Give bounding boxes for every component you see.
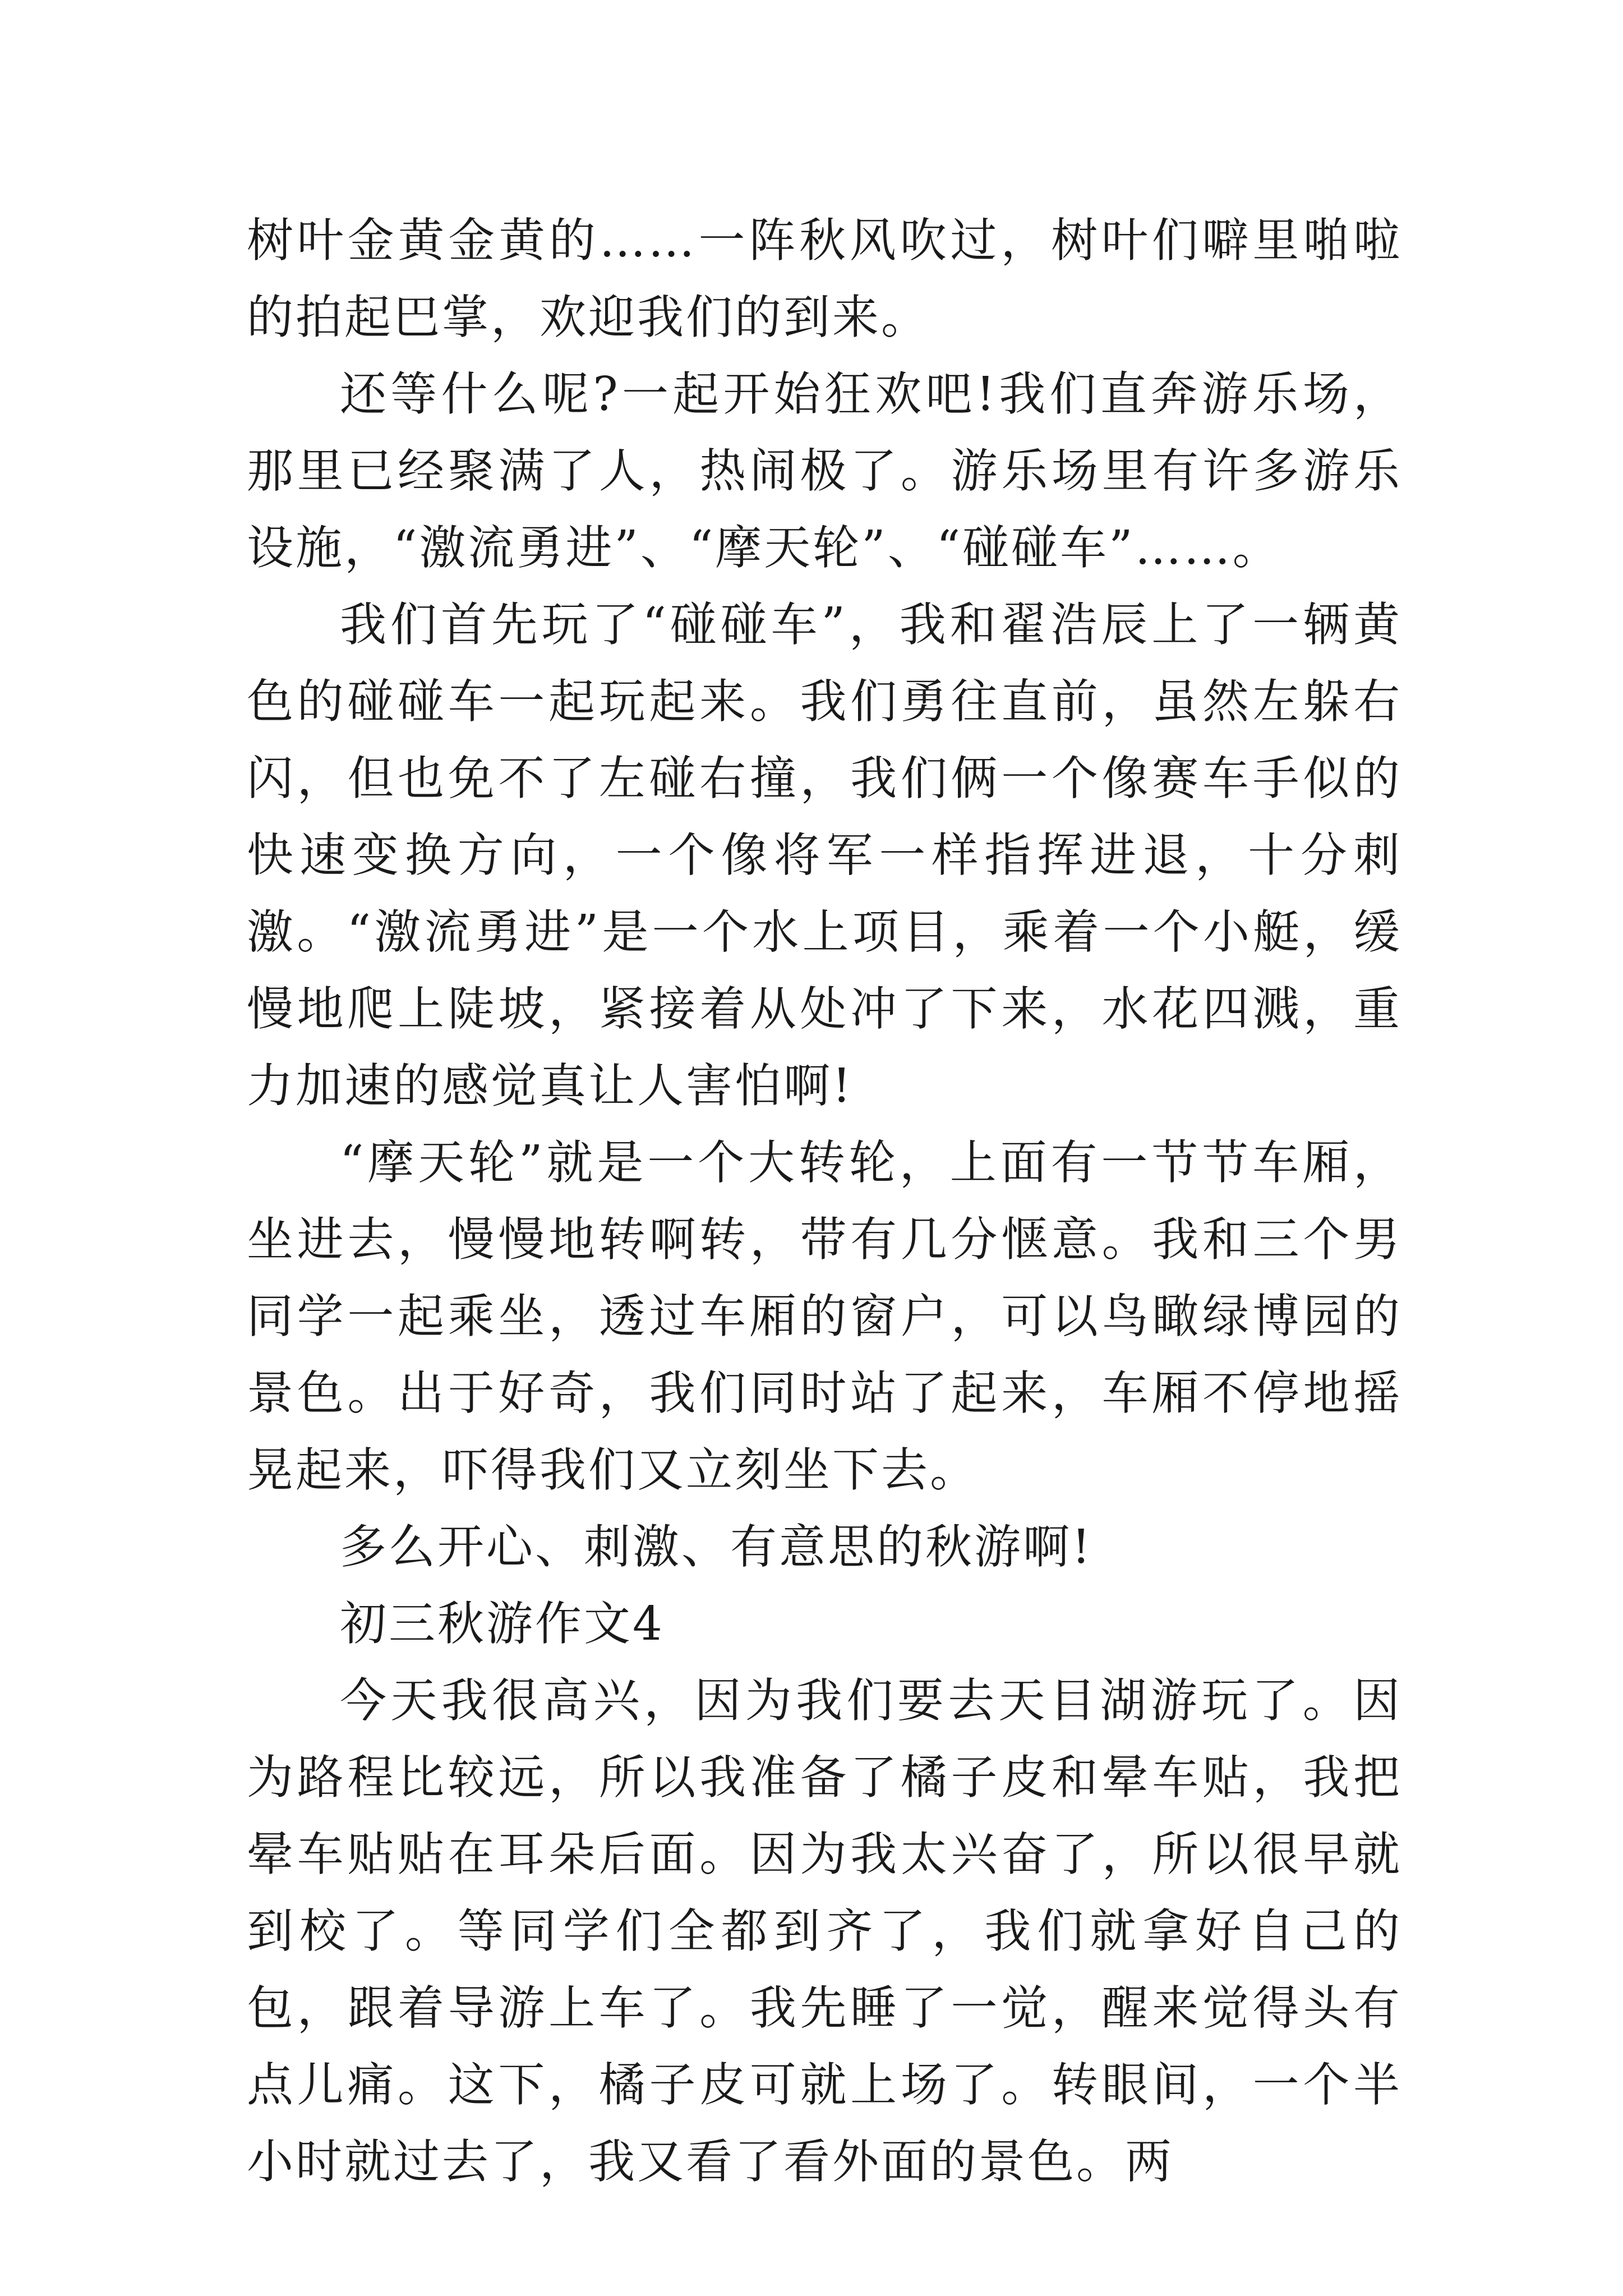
paragraph-6: 今天我很高兴，因为我们要去天目湖游玩了。因为路程比较远，所以我准备了橘子皮和晕车贴，我把晕车贴贴在耳朵后面。因为我太兴奋了，所以很早就到校了。等同学们全都到齐了，我们就拿好自己的包，跟着导游上车了。我先睡了一觉，醒来觉得头有点儿痛。这下，橘子皮可就上场了。转眼间，一个半小时就过去了，我又看了看外面的景色。两 bbox=[247, 1673, 1402, 2189]
section-heading: 初三秋游作文4 bbox=[340, 1596, 665, 1651]
paragraph-4: “摩天轮”就是一个大转轮，上面有一节节车厢，坐进去，慢慢地转啊转，带有几分惬意。我和三个男同学一起乘坐，透过车厢的窗户，可以鸟瞰绿博园的景色。出于好奇，我们同时站了起来，车厢不停地摇晃起来，吓得我们又立刻坐下去。 bbox=[247, 1135, 1402, 1497]
paragraph-1: 树叶金黄金黄的……一阵秋风吹过，树叶们噼里啪啦的拍起巴掌，欢迎我们的到来。 bbox=[247, 213, 1402, 344]
paragraph-5: 多么开心、刺激、有意思的秋游啊! bbox=[340, 1520, 1093, 1574]
article-body bbox=[247, 202, 1402, 2200]
paragraph-3: 我们首先玩了“碰碰车”，我和翟浩辰上了一辆黄色的碰碰车一起玩起来。我们勇往直前，虽然左躲右闪，但也免不了左碰右撞，我们俩一个像赛车手似的快速变换方向，一个像将军一样指挥进退，十分刺激。“激流勇进”是一个水上项目，乘着一个小艇，缓慢地爬上陡坡，紧接着从处冲了下来，水花四溅，重力加速的感觉真让人害怕啊! bbox=[247, 597, 1402, 1113]
paragraph-2: 还等什么呢?一起开始狂欢吧!我们直奔游乐场，那里已经聚满了人，热闹极了。游乐场里有许多游乐设施，“激流勇进”、“摩天轮”、“碰碰车”……。 bbox=[247, 367, 1402, 575]
